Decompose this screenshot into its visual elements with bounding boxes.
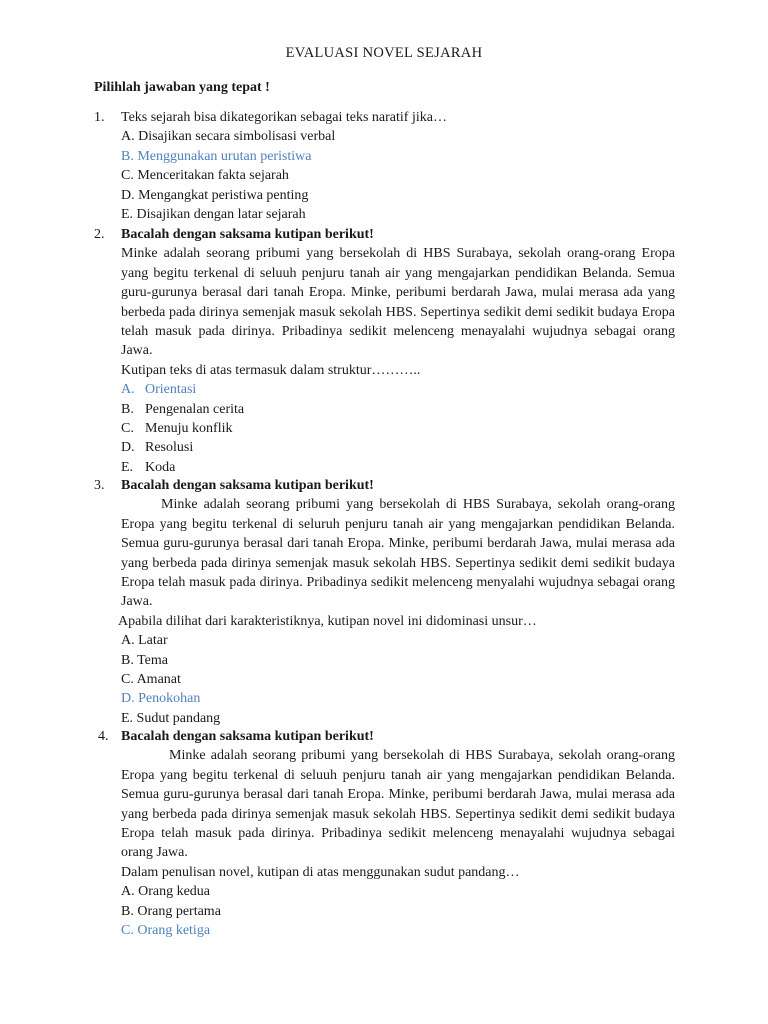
question-2-number: 2. <box>94 227 105 242</box>
q1-option-c: C. Menceritakan fakta sejarah <box>121 168 289 184</box>
q2-option-b: B. Pengenalan cerita <box>121 401 245 417</box>
q3-option-e: E. Sudut pandang <box>121 710 221 726</box>
q1-option-b: B. Menggunakan urutan peristiwa <box>121 148 312 164</box>
q1-option-d: D. Mengangkat peristiwa penting <box>121 187 309 203</box>
question-4-passage: Minke adalah seorang pribumi yang bersekolah di HBS Surabaya, sekolah orang-orang Eropa yang begitu terkenal di seluuh penjuru tanah air yang mengajarkan pendidikan Belanda. Semua guru-gurunya berasal dari tanah Eropa. Minke, peribumi berdarah Jawa, mulai merasa ada yang berbeda pada dirinya semenjak masuk sekolah HBS. Sepertinya sedikit demi sedikit budaya Eropa telah masuk pada dirinya. Pribadinya sedikit melenceng menayalahi wujudnya sebagai orang Jawa. <box>121 748 675 861</box>
q4-option-b: B. Orang pertama <box>121 903 221 919</box>
question-4-number: 4. <box>98 729 109 744</box>
q2-option-a: A. Orientasi <box>121 382 197 398</box>
question-2-stem: Kutipan teks di atas termasuk dalam struktur……….. <box>121 362 421 378</box>
question-3 <box>118 476 675 728</box>
question-2 <box>121 225 675 477</box>
question-3-number: 3. <box>94 478 105 493</box>
question-2-heading: Bacalah dengan saksama kutipan berikut! <box>121 227 374 242</box>
question-4 <box>121 727 675 940</box>
question-3-heading: Bacalah dengan saksama kutipan berikut! <box>121 478 374 493</box>
q2-option-c: C. Menuju konflik <box>121 421 233 437</box>
q1-option-e: E. Disajikan dengan latar sejarah <box>121 207 306 223</box>
question-4-stem: Dalam penulisan novel, kutipan di atas menggunakan sudut pandang… <box>121 864 520 880</box>
q3-option-c: C. Amanat <box>121 672 181 688</box>
document-title: EVALUASI NOVEL SEJARAH <box>285 45 483 61</box>
q4-option-c: C. Orang ketiga <box>121 923 211 939</box>
question-1-number: 1. <box>94 110 105 125</box>
question-1-stem: Teks sejarah bisa dikategorikan sebagai teks naratif jika… <box>121 110 447 125</box>
q2-option-e: E. Koda <box>121 459 176 475</box>
question-2-passage: Minke adalah seorang pribumi yang bersekolah di HBS Surabaya, sekolah orang-orang Eropa yang begitu terkenal di seluuh penjuru tanah air yang mengajarkan pendidikan Belanda. Semua guru-gurunya berasal dari tanah Eropa. Minke, peribumi berdarah Jawa, mulai merasa ada yang berbeda pada dirinya semenjak masuk sekolah HBS. Sepertinya sedikit demi sedikit budaya Eropa telah masuk pada dirinya. Pribadinya sedikit melenceng menayalahi wujudnya sebagai orang Jawa. <box>121 246 675 359</box>
question-1 <box>121 108 675 224</box>
q3-option-a: A. Latar <box>121 633 168 649</box>
question-4-heading: Bacalah dengan saksama kutipan berikut! <box>121 729 374 744</box>
q4-option-a: A. Orang kedua <box>121 884 211 900</box>
question-3-stem: Apabila dilihat dari karakteristiknya, kutipan novel ini didominasi unsur… <box>118 613 537 629</box>
q2-option-d: D. Resolusi <box>121 440 194 456</box>
instruction: Pilihlah jawaban yang tepat ! <box>94 80 270 95</box>
q3-option-d: D. Penokohan <box>121 691 201 707</box>
q1-option-a: A. Disajikan secara simbolisasi verbal <box>121 129 336 145</box>
question-3-passage: Minke adalah seorang pribumi yang bersekolah di HBS Surabaya, sekolah orang-orang Eropa yang begitu terkenal di seluruh penjuru tanah air yang mengajarkan pendidikan Belanda. Semua guru-gurunya berasal dari tanah Eropa. Minke, peribumi berdarah Jawa, mulai merasa ada yang berbeda pada dirinya semenjak masuk sekolah HBS. Sepertinya sedikit demi sedikit budaya Eropa telah masuk pada dirinya. Pribadinya sedikit melenceng menyalahi wujudnya sebagai orang Jawa. <box>121 497 675 610</box>
q3-option-b: B. Tema <box>121 652 168 668</box>
